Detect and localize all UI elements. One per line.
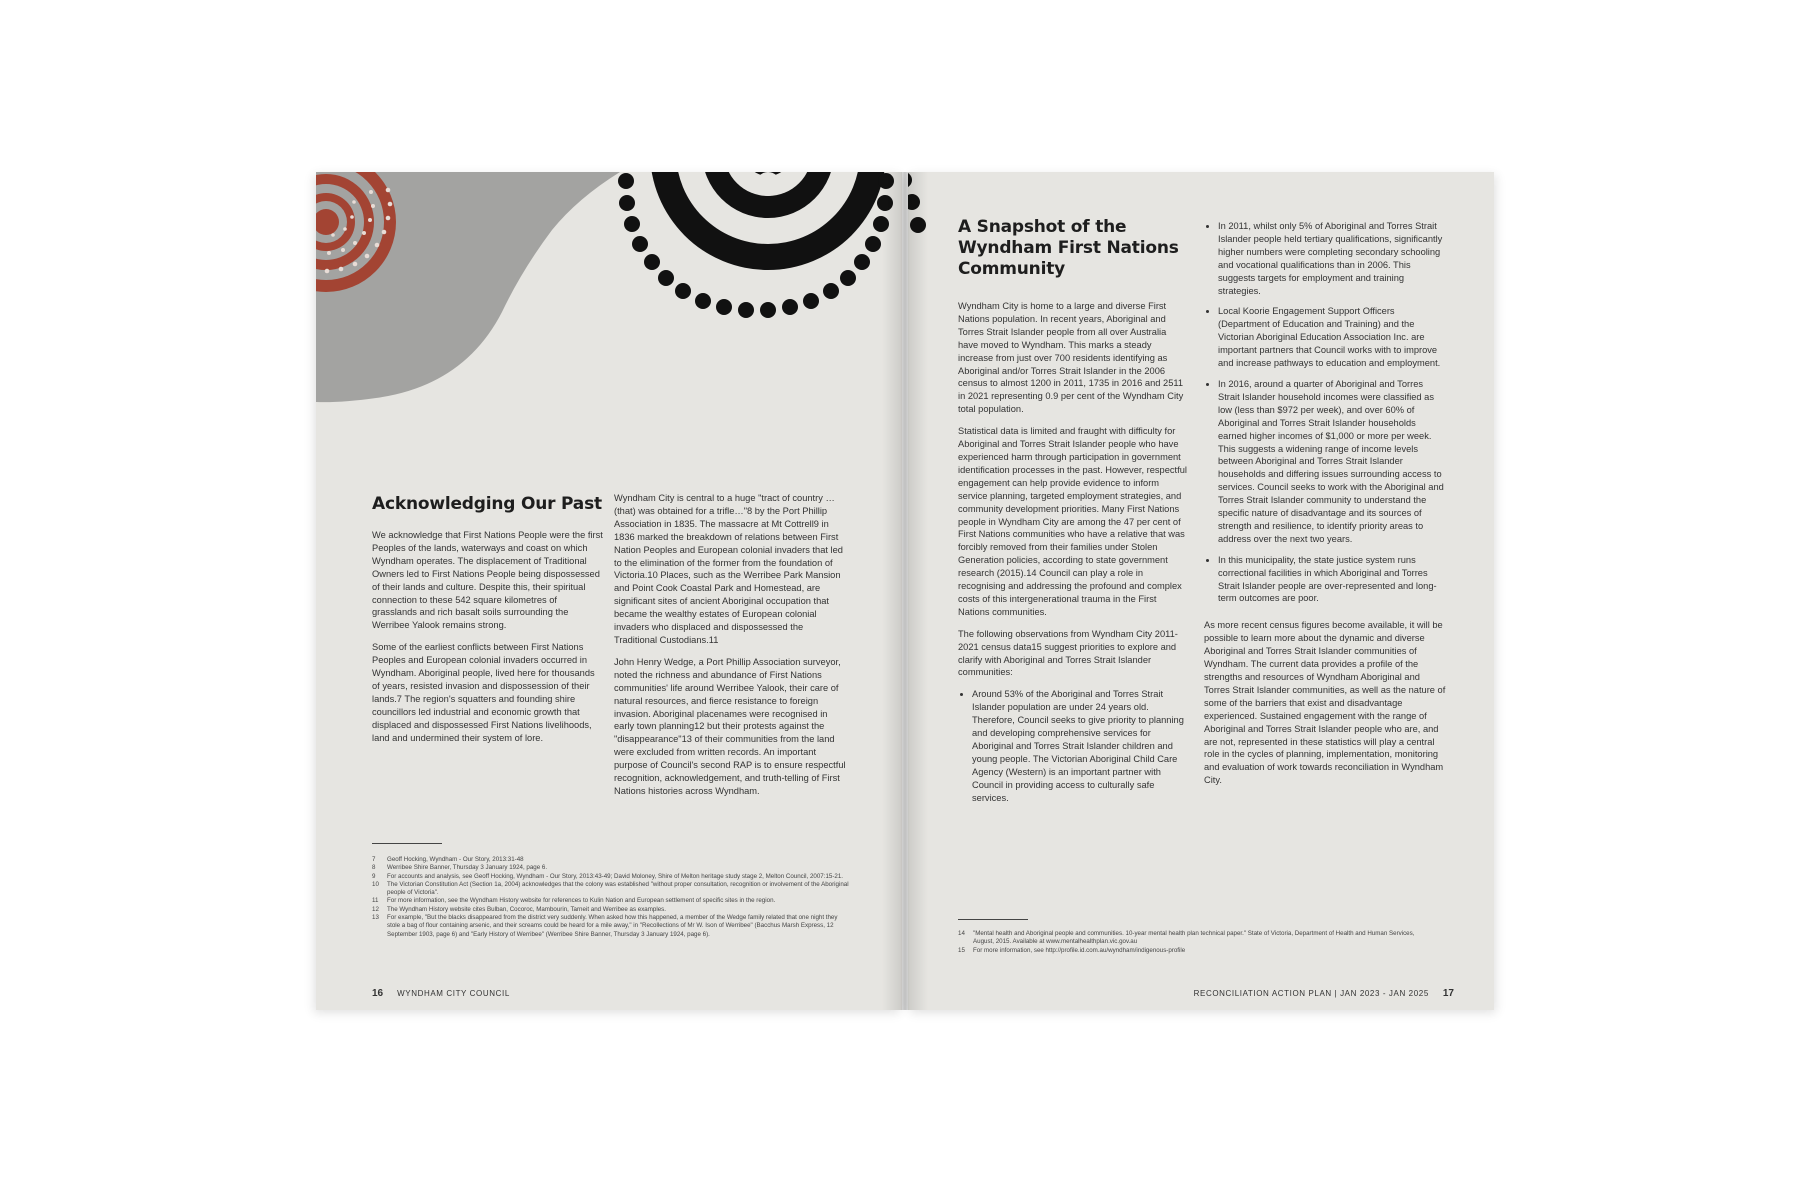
footnote-text: For more information, see the Wyndham History website for references to Kulin Nation and European settlement of specific sites in the region.	[387, 897, 776, 905]
footnote	[372, 881, 850, 898]
paragraph: Wyndham City is central to a huge "tract of country …(that) was obtained for a trifle…"8 by the Port Phillip Association in 1835. The massacre at Mt Cottrell9 in 1836 marked the breakdown of relations between First Nation Peoples and European colonial invaders that led to the elimination of the former from the foundation of Victoria.10 Places, such as the Werribee Park Mansion and Point Cook Coastal Park and Homestead, are significant sites of ancient Aboriginal occupation that became the wealthy estates of European colonial invaders who displaced and dispossessed the Traditional Custodians.11	[614, 493, 843, 645]
page-number: 16	[372, 988, 384, 999]
paragraph: Some of the earliest conflicts between First Nations Peoples and European colonial invaders occurred in Wyndham. Aboriginal people, lived here for thousands of years, resisted invasion and dispossession of their lands.7 The region's squatters and founding shire councillors led industrial and economic growth that displaced and dispossessed First Nations livelihoods, land and undermined their system of lore.	[372, 642, 595, 743]
list-item: • In 2016, around a quarter of Aboriginal and Torres Strait Islander household incomes were classified as low (less than $972 per week), and over 60% of Aboriginal and Torres Strait Islander households earned higher incomes of $1,000 or more per week. This suggests a widening range of income levels between Aboriginal and Torres Strait Islander households and differing issues surrounding access to services. Council seeks to work with the Aboriginal and Torres Strait Islander community to understand the specific nature of disadvantage and its sources of strength and resilience, to identify priority areas to address over the next two years.	[1218, 378, 1446, 546]
footnote	[372, 864, 850, 872]
footnote	[958, 930, 1436, 947]
paragraph: We acknowledge that First Nations People were the first Peoples of the lands, waterways and coast on which Wyndham operates. The displacement of Traditional Owners led to First Nations People being dispossessed of their lands and culture. Despite this, their spiritual connection to these 542 square kilometres of grasslands and rich basalt soils surrounding the Werribee Yalook remains strong.	[372, 530, 603, 631]
bullet-list	[1204, 220, 1446, 605]
page-number: 17	[1442, 988, 1454, 999]
footnote-number: 15	[958, 946, 965, 954]
paragraph: Wyndham City is home to a large and diverse First Nations population. In recent years, Aboriginal and Torres Strait Islander people from all over Australia have moved to Wyndham. This marks a steady increase from just over 700 residents identifying as Aboriginal and/or Torres Strait Islander in the 2006 census to almost 1200 in 2011, 1735 in 2016 and 2511 in 2021 representing 0.9 per cent of the Wyndham City total population.	[958, 301, 1184, 415]
black-white-circle-motif	[650, 172, 886, 270]
footnote-number: 13	[372, 914, 379, 922]
right-column-2	[1204, 220, 1446, 796]
left-page	[316, 172, 902, 1010]
bullet-list	[958, 688, 1188, 804]
paragraph: As more recent census figures become available, it will be possible to learn more about the dynamic and diverse Aboriginal and Torres Strait Islander communities of Wyndham. The current data provides a profile of the strengths and resources of Wyndham Aboriginal and Torres Strait Islander communities, as well as the nature of some of the barriers that exist and disadvantage experienced. Sustained engagement with the range of Aboriginal and Torres Strait Islander people who are, and are not, represented in these statistics will play a central role in the cycles of planning, implementation, monitoring and evaluation of work towards reconciliation in Wyndham City.	[1204, 620, 1446, 786]
page-title	[958, 217, 1188, 280]
page-title: Acknowledging Our Past	[372, 494, 602, 514]
footnote-text: "Mental health and Aboriginal people and communities. 10-year mental health plan technical paper." State of Victoria, Department of Health and Human Services, August, 2015. Available at www.mentalhealthplan.vic.gov.au	[973, 930, 1415, 946]
footnote-number: 11	[372, 897, 379, 905]
footer-label: RECONCILIATION ACTION PLAN | JAN 2023 - JAN 2025	[1193, 989, 1429, 998]
footnote	[372, 897, 850, 905]
footnote	[372, 856, 850, 864]
aboriginal-artwork-left	[316, 172, 902, 412]
list-item: • Around 53% of the Aboriginal and Torres Strait Islander population are under 24 years old. Therefore, Council seeks to give priority to planning and developing comprehensive services for Aboriginal and Torres Strait Islander children and young people. The Victorian Aboriginal Child Care Agency (Western) is an important partner with Council in providing access to culturally safe services.	[972, 688, 1188, 804]
footnote-text: Werribee Shire Banner, Thursday 3 January 1924, page 6.	[387, 864, 548, 872]
footnote	[372, 914, 850, 939]
footnote-number: 14	[958, 930, 965, 937]
footnote-text: For more information, see http://profile.id.com.au/wyndham/indigenous-profile	[973, 946, 1186, 954]
footnote-text: The Victorian Constitution Act (Section 1a, 2004) acknowledges that the colony was established "without proper consultation, recognition or involvement of the Aboriginal people of Victoria".	[387, 880, 849, 897]
footnote	[958, 947, 1436, 955]
title-line: Wyndham First Nations	[958, 238, 1179, 258]
black-dot-ring-edge	[908, 172, 948, 242]
footnote-rule	[372, 843, 442, 844]
title-line: A Snapshot of the	[958, 217, 1127, 237]
footer-label: WYNDHAM CITY COUNCIL	[397, 989, 510, 998]
footnote-text: Geoff Hocking, Wyndham - Our Story, 2013:31-48	[387, 856, 524, 863]
footnote-number: 8	[372, 864, 376, 872]
footnote-text: For accounts and analysis, see Geoff Hocking, Wyndham - Our Story, 2013:43-49; David Moloney, Shire of Melton heritage study stage 2, Melton Council, 2007:15-21.	[387, 872, 843, 880]
footnotes-right	[958, 930, 1436, 955]
paragraph: John Henry Wedge, a Port Phillip Association surveyor, noted the richness and abundance of First Nations communities' life around Werribee Yalook, their care of natural resources, and fierce resistance to foreign invasion. Aboriginal placenames were recognised in early town planning12 but their protests against the "disappearance"13 of their communities from the land were excluded from written records. An important purpose of Council's second RAP is to ensure respectful recognition, acknowledgement, and truth-telling of First Nations histories across Wyndham.	[614, 656, 846, 796]
footnote-text: For example, "But the blacks disappeared from the district very suddenly. When asked how this happened, a member of the Wedge family related that one night they stole a bag of flour containing arsenic, and their screams could be heard for a mile away," in "Recollections of Mr W. Ison of Werribee" (Bacchus Marsh Express, 12 September 1903, page 6) and "Early History of Werribee" (Werribee Shire Banner, Thursday 3 January 1924, page 6).	[387, 914, 838, 938]
list-item: • In this municipality, the state justice system runs correctional facilities in which Aboriginal and Torres Strait Islander people are over-represented and long-term outcomes are poor.	[1218, 554, 1446, 606]
footnotes-left	[372, 856, 850, 939]
list-item: • In 2011, whilst only 5% of Aboriginal and Torres Strait Islander people held tertiary qualifications, significantly higher numbers were completing secondary schooling and vocational qualifications than in 2006. This suggests targets for employment and training strategies.	[1218, 220, 1446, 297]
paragraph: The following observations from Wyndham City 2011-2021 census data15 suggest priorities to explore and clarify with Aboriginal and Torres Strait Islander communities:	[958, 628, 1178, 678]
right-page	[908, 172, 1494, 1010]
footnote-rule	[958, 919, 1028, 920]
right-footer	[1194, 988, 1468, 999]
footnote-text: The Wyndham History website cites Bulban, Cocoroc, Mambourin, Tarneit and Werribee as examples.	[387, 905, 666, 913]
footnote	[372, 873, 850, 881]
footnote	[372, 906, 850, 914]
paragraph: Statistical data is limited and fraught with difficulty for Aboriginal and Torres Strait Islander people who have experienced harm through participation in government identification processes in the past. However, respectful engagement can help provide evidence to inform service planning, targeted employment strategies, and community development priorities. Many First Nations people in Wyndham City are among the 47 per cent of First Nations communities who have a relative that was forcibly removed from their families under Stolen Generation policies, according to state government research (2015).14 Council can play a role in recognising and addressing the profound and complex costs of this intergenerational trauma in the First Nations communities.	[958, 426, 1187, 617]
left-column-1	[372, 494, 604, 754]
list-item: • Local Koorie Engagement Support Officers (Department of Education and Training) and the Victorian Aboriginal Education Association Inc. are important partners that Council works with to improve and increase pathways to education and employment.	[1218, 305, 1446, 370]
left-footer	[358, 988, 510, 999]
right-column-1	[958, 217, 1188, 813]
footnote-number: 10	[372, 880, 379, 888]
footnote-number: 9	[372, 872, 376, 880]
footnote-number: 12	[372, 905, 379, 913]
footnote-number: 7	[372, 856, 376, 863]
left-column-2	[614, 492, 846, 807]
booklet-spread	[316, 172, 1494, 1010]
title-line: Community	[958, 259, 1066, 279]
